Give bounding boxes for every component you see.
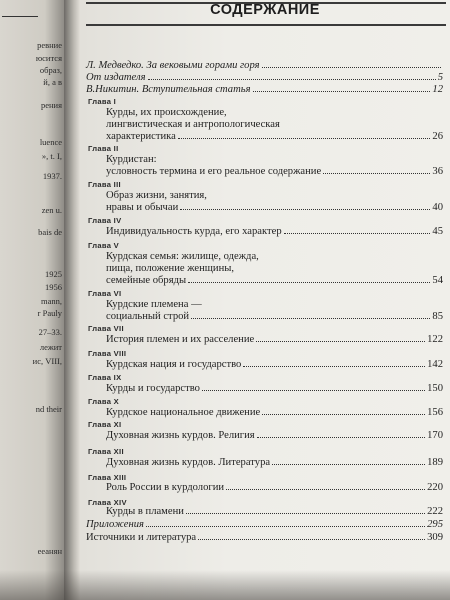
toc-entry-title: В.Никитин. Вступительная статья [86, 84, 251, 95]
left-page-line: ис, VIII, [32, 356, 62, 366]
left-page-line: рения [40, 100, 62, 110]
toc-entry-chapter-12 [86, 457, 450, 469]
dot-leader [180, 209, 430, 210]
toc-entry-title: социальный строй [106, 310, 190, 322]
left-page-rule-top [2, 16, 38, 17]
dot-leader [262, 414, 425, 415]
chapter-label: Глава IX [88, 373, 122, 382]
toc-page-number: 54 [432, 274, 443, 286]
toc-entry-title: Источники и литература [86, 532, 197, 543]
toc-page-number: 222 [427, 506, 443, 517]
left-page-line: й, а в [43, 77, 62, 87]
dot-leader [256, 341, 425, 342]
toc-entry-title: характеристика [106, 130, 176, 142]
dot-leader [226, 489, 425, 490]
toc-entry-title: Курдская нация и государство [106, 359, 242, 370]
left-page-line: nd their [35, 404, 62, 414]
left-page-line: ревние [37, 40, 62, 50]
chapter-label: Глава XII [88, 447, 124, 456]
toc-entry-chapter-9 [86, 383, 450, 395]
toc-entry-line: Курды, их происхождение, [106, 107, 227, 118]
toc-page-number: 150 [427, 383, 443, 394]
dot-leader [202, 390, 425, 391]
toc-entry-title: Духовная жизнь курдов. Религия [106, 430, 255, 441]
left-page-line: ееанян [37, 546, 62, 556]
left-page-line: zen u. [41, 205, 62, 215]
left-page-line: bais de [38, 227, 62, 237]
toc-entry-title: Л. Медведко. За вековыми горами горя [86, 60, 260, 71]
dot-leader [284, 233, 431, 234]
toc-entry-chapter-1 [86, 107, 450, 142]
left-page-line: 1925 [45, 269, 62, 279]
dot-leader [146, 526, 425, 527]
toc-entry-chapter-6 [86, 299, 450, 323]
toc-entry-chapter-4 [86, 226, 450, 238]
toc-entry-chapter-7 [86, 334, 450, 346]
toc-entry-title: Духовная жизнь курдов. Литература [106, 457, 271, 468]
chapter-label: Глава IV [88, 216, 122, 225]
toc-entry-title: условность термина и его реальное содержание [106, 165, 322, 177]
toc-entry-title: Курды в пламени [106, 506, 184, 517]
left-page-line: 1956 [45, 282, 62, 292]
toc-page-number: 122 [427, 334, 443, 345]
dot-leader [323, 173, 430, 174]
toc-entry-title: нравы и обычаи [106, 201, 179, 213]
title-rule [86, 24, 446, 26]
left-page-line: образ, [39, 65, 62, 75]
chapter-label: Глава X [88, 397, 120, 406]
toc-entry-title: Курдское национальное движение [106, 407, 261, 418]
dot-leader [253, 91, 431, 92]
toc-entry-title: От издателя [86, 72, 146, 83]
dot-leader [148, 79, 436, 80]
contents-page [80, 0, 450, 600]
toc-page-number: 170 [427, 430, 443, 441]
book-spine [64, 0, 80, 600]
chapter-label: Глава I [88, 97, 117, 106]
toc-entry-foreword [86, 60, 443, 72]
left-page-line: r Pauly [37, 308, 62, 318]
toc-entry-introduction [86, 84, 443, 96]
toc-entry-line: пища, положение женщины, [106, 262, 235, 274]
toc-page-number: 26 [432, 130, 443, 142]
toc-page-number: 5 [437, 72, 443, 83]
dot-leader [262, 67, 441, 68]
toc-entry-line: лингвистическая и антропологическая [106, 118, 280, 130]
toc-entry-chapter-13 [86, 482, 450, 494]
page-title: СОДЕРЖАНИЕ [210, 2, 320, 18]
toc-page-number: 142 [427, 359, 443, 370]
chapter-label: Глава II [88, 144, 119, 153]
toc-entry-publisher [86, 72, 443, 84]
toc-entry-title: Курды и государство [106, 383, 200, 394]
chapter-label: Глава XIII [88, 473, 127, 482]
chapter-label: Глава XIV [88, 498, 127, 507]
chapter-label: Глава VIII [88, 349, 127, 358]
chapter-label: Глава VII [88, 324, 124, 333]
toc-entry-title: семейные обряды [106, 274, 187, 286]
toc-page-number: 220 [427, 482, 443, 493]
toc-entry-title: История племен и их расселение [106, 334, 255, 345]
chapter-label: Глава V [88, 241, 120, 250]
bottom-shadow [0, 570, 450, 600]
toc-page-number: 156 [427, 407, 443, 418]
left-page-line: лежит [39, 342, 62, 352]
dot-leader [191, 318, 430, 319]
toc-entry-chapter-3 [86, 190, 450, 214]
toc-entry-line: Курдская семья: жилище, одежда, [106, 251, 259, 262]
dot-leader [198, 539, 425, 540]
toc-page-number: 85 [432, 310, 443, 322]
chapter-label: Глава XI [88, 420, 122, 429]
toc-entry-sources [86, 532, 443, 544]
left-page-line: mann, [40, 296, 62, 306]
left-page-line: luence [39, 137, 62, 147]
toc-entry-line: Курдские племена — [106, 299, 202, 310]
left-page [0, 0, 64, 600]
toc-entry-title: Роль России в курдологии [106, 482, 225, 493]
toc-page-number: 12 [432, 84, 443, 95]
toc-page-number: 45 [432, 226, 443, 237]
chapter-label: Глава VI [88, 289, 122, 298]
toc-entry-chapter-8 [86, 359, 450, 371]
left-page-line: 1937. [42, 171, 62, 181]
dot-leader [178, 138, 431, 139]
toc-entry-title: Индивидуальность курда, его характер [106, 226, 282, 237]
left-page-line: 27–33. [38, 327, 62, 337]
toc-page-number: 36 [432, 165, 443, 177]
dot-leader [257, 437, 425, 438]
toc-entry-line: Образ жизни, занятия, [106, 190, 207, 201]
toc-entry-chapter-5 [86, 251, 450, 286]
toc-page-number: 295 [427, 519, 443, 530]
left-page-line: », t. I, [41, 151, 62, 161]
toc-page-number: 309 [427, 532, 443, 543]
dot-leader [188, 282, 430, 283]
toc-entry-chapter-14 [86, 506, 450, 518]
toc-entry-chapter-2 [86, 154, 450, 178]
toc-entry-title: Приложения [86, 519, 144, 530]
dot-leader [186, 513, 425, 514]
dot-leader [243, 366, 425, 367]
toc-entry-chapter-10 [86, 407, 450, 419]
toc-entry-appendices [86, 519, 443, 531]
dot-leader [272, 464, 425, 465]
toc-page-number: 189 [427, 457, 443, 468]
toc-entry-chapter-11 [86, 430, 450, 442]
left-page-line: юсится [35, 53, 62, 63]
toc-page-number: 40 [432, 201, 443, 213]
chapter-label: Глава III [88, 180, 121, 189]
toc-entry-line: Курдистан: [106, 154, 157, 165]
